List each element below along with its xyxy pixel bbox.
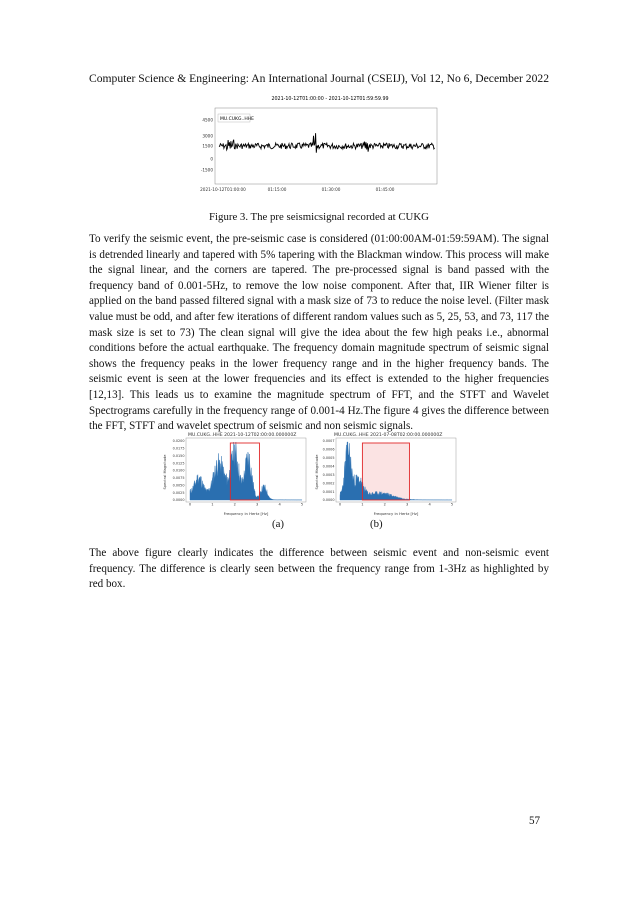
- f4b-y-tick: 0.0001: [322, 489, 335, 494]
- figure-4b-label: (b): [370, 518, 383, 530]
- f4a-y-tick: 0.0200: [172, 439, 185, 444]
- figure-4b-panel: [315, 432, 456, 516]
- figure-4a-xlabel: Frequency in Hertz [Hz]: [223, 511, 269, 516]
- f4a-y-tick: 0.0100: [172, 468, 185, 473]
- f4a-y-tick: 0.0150: [172, 453, 185, 458]
- figure-3-y-tick: 4500: [202, 117, 213, 123]
- f4b-x-tick: 1: [361, 502, 364, 507]
- figure-3-x-tick: 01:30:00: [321, 187, 341, 192]
- figure-3-y-tick: 3000: [202, 133, 213, 139]
- f4b-y-tick: 0.0004: [322, 464, 335, 469]
- f4b-x-tick: 5: [450, 502, 454, 507]
- figure-3-caption: Figure 3. The pre seismicsignal recorded at CUKG: [209, 211, 429, 223]
- paragraph-2: The above figure clearly indicates the difference between seismic event and non-seismic event frequency. The difference is clearly seen between the frequency range from 1-3Hz as highlighted by red box.: [89, 547, 549, 591]
- figure-3-title: 2021-10-12T01:00:00 - 2021-10-12T01:59:59.99: [271, 97, 389, 102]
- running-header: Computer Science & Engineering: An International Journal (CSEIJ), Vol 12, No 6, December 2022: [88, 72, 549, 85]
- figure-3-waveform: [195, 94, 445, 209]
- f4a-y-tick: 0.0000: [172, 498, 185, 503]
- figure-3-legend: MU.CUKG..HHE: [220, 117, 254, 122]
- figure-4b-highlight-fill: [362, 443, 409, 500]
- figure-3-x-ticks: [200, 187, 395, 192]
- f4a-y-tick: 0.0025: [172, 490, 185, 495]
- paragraph-1: To verify the seismic event, the pre-seismic case is considered (01:00:00AM-01:59:59AM). The signal is detrended linearly and tapered with 5% tapering with the Blackman window. This process will make the signal linear, and the corners are tapered. The pre-processed signal is band passed with the frequency band of 0.001-5Hz, to remove the low noise component. After that, IIR Wiener filter is applied on the band passed filtered signal with a mask size of 73 to reduce the noise level. (Filter mask value must be odd, and after few iterations of different random values such as 5, 25, 53, and 73, 117 the mask size is set to 73) The clean signal will give the idea about the few high peaks i.e., abnormal conditions before the actual earthquake. The frequency domain magnitude spectrum of seismic signal shows the frequency peaks in the lower frequency range and in the higher frequency bands. The seismic event is seen at the lower frequencies and its effect is extended to the higher frequencies [12,13]. This leads us to examine the magnitude spectrum of FFT, and the STFT and Wavelet Spectrograms carefully in the frequency range of 0.001-4 Hz.The figure 4 gives the difference between the FFT, STFT and wavelet spectrum of seismic and non seismic signals.: [89, 233, 549, 433]
- f4a-y-tick: 0.0125: [172, 461, 185, 466]
- f4a-y-tick: 0.0175: [172, 446, 185, 451]
- figure-4a-title: MU.CUKG..HHE 2021-10-12T02:00:00.000000Z: [188, 433, 297, 438]
- f4a-x-tick: 1: [211, 502, 214, 507]
- f4b-x-tick: 4: [428, 502, 431, 507]
- f4b-y-tick: 0.0007: [322, 439, 335, 444]
- figure-3-y-tick: 1500: [202, 143, 213, 149]
- figure-3-x-tick: 01:15:00: [267, 187, 287, 192]
- figure-3-y-ticks: [201, 118, 214, 173]
- f4b-y-tick: 0.0002: [322, 481, 335, 486]
- f4a-x-tick: 4: [278, 502, 281, 507]
- f4b-y-tick: 0.0003: [322, 472, 335, 477]
- f4b-y-tick: 0.0005: [322, 456, 335, 461]
- f4a-x-tick: 2: [233, 502, 236, 507]
- f4b-x-tick: 0: [338, 502, 342, 507]
- figure-4a-ylabel: Spectral Magnitude: [163, 454, 167, 490]
- f4b-x-tick: 2: [383, 502, 386, 507]
- figure-4b-title: MU.CUKG..HHE 2021-07-08T02:00:00.000000Z: [334, 433, 443, 438]
- f4b-x-tick: 3: [406, 502, 409, 507]
- figure-4b-ylabel: Spectral Magnitude: [315, 454, 319, 490]
- figure-4b-xlabel: Frequency in Hertz [Hz]: [373, 511, 419, 516]
- f4a-x-tick: 3: [256, 502, 259, 507]
- f4a-x-tick: 5: [300, 502, 304, 507]
- figure-3-y-tick: -1500: [200, 167, 213, 173]
- f4a-y-tick: 0.0050: [172, 483, 185, 488]
- f4a-x-tick: 0: [188, 502, 192, 507]
- f4b-y-tick: 0.0006: [322, 447, 335, 452]
- figure-4-spectra: [160, 430, 480, 518]
- page-number: 57: [529, 815, 541, 827]
- figure-3-x-tick: 2021-10-12T01:00:00: [200, 187, 246, 192]
- figure-3-x-tick: 01:45:00: [375, 187, 395, 192]
- figure-4a-label: (a): [272, 518, 284, 530]
- f4b-y-tick: 0.0000: [322, 498, 335, 503]
- f4a-y-tick: 0.0075: [172, 476, 185, 481]
- figure-3-y-tick: 0: [210, 156, 213, 162]
- figure-4a-panel: [163, 432, 306, 516]
